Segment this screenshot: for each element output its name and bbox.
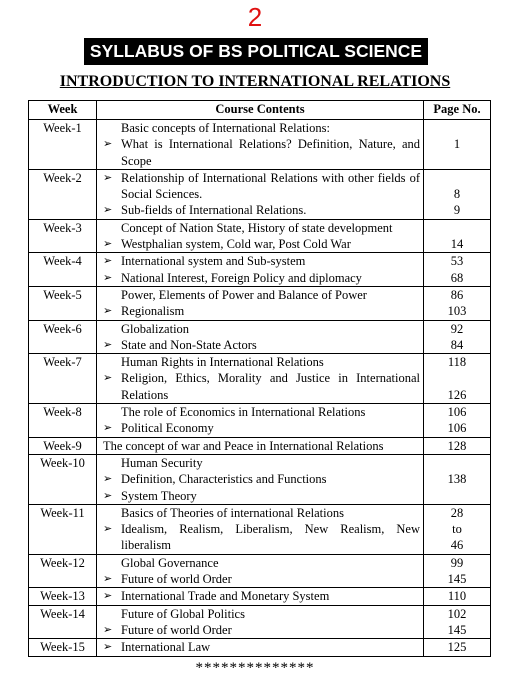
page-cell bbox=[424, 404, 491, 438]
content-cell bbox=[97, 120, 424, 170]
bullet-text: What is International Relations? Definition, Nature, and Scope bbox=[121, 137, 420, 168]
table-row bbox=[29, 437, 491, 454]
arrow-bullet-icon: ➢ bbox=[103, 305, 113, 318]
page-number-value: 126 bbox=[447, 387, 467, 402]
page-number-value: 125 bbox=[447, 640, 467, 655]
week-cell: Week-14 bbox=[29, 605, 97, 639]
bullet-item bbox=[103, 521, 420, 554]
page-number-value: 106 bbox=[447, 405, 467, 420]
bullet-item bbox=[103, 370, 420, 403]
content-cell bbox=[97, 404, 424, 438]
content-cell bbox=[97, 554, 424, 588]
bullet-item bbox=[103, 253, 420, 269]
page-cell bbox=[424, 588, 491, 605]
arrow-bullet-icon: ➢ bbox=[103, 238, 113, 251]
page-cell bbox=[424, 169, 491, 219]
arrow-bullet-icon: ➢ bbox=[103, 204, 113, 217]
bullet-text: Regionalism bbox=[121, 304, 185, 319]
page-number-value bbox=[427, 220, 487, 236]
content-cell bbox=[97, 504, 424, 554]
table-row bbox=[29, 639, 491, 656]
page-number-value: 14 bbox=[450, 237, 464, 252]
page-number-value: 9 bbox=[453, 203, 461, 218]
arrow-bullet-icon: ➢ bbox=[103, 338, 113, 351]
page-number-value: 99 bbox=[450, 555, 464, 570]
syllabus-table bbox=[28, 100, 491, 657]
arrow-bullet-icon: ➢ bbox=[103, 523, 113, 536]
table-row bbox=[29, 120, 491, 170]
page-number-value: 106 bbox=[447, 421, 467, 436]
section-subtitle: INTRODUCTION TO INTERNATIONAL RELATIONS bbox=[59, 73, 451, 90]
page-number-value bbox=[427, 488, 487, 504]
table-row bbox=[29, 253, 491, 287]
bullet-text: International Trade and Monetary System bbox=[121, 589, 330, 604]
arrow-bullet-icon: ➢ bbox=[103, 271, 113, 284]
bullet-text: Religion, Ethics, Morality and Justice in International Relations bbox=[121, 371, 420, 402]
week-cell: Week-13 bbox=[29, 588, 97, 605]
page-number-value: 118 bbox=[447, 355, 467, 370]
table-row bbox=[29, 320, 491, 354]
bullet-item bbox=[103, 622, 420, 638]
table-row bbox=[29, 588, 491, 605]
bullet-text: International system and Sub-system bbox=[121, 254, 306, 269]
table-row bbox=[29, 286, 491, 320]
content-cell bbox=[97, 253, 424, 287]
week-cell: Week-3 bbox=[29, 219, 97, 253]
footer-asterisks: ************** bbox=[195, 660, 315, 676]
week-cell: Week-4 bbox=[29, 253, 97, 287]
bullet-text: National Interest, Foreign Policy and diplomacy bbox=[121, 270, 362, 285]
page-number-value bbox=[427, 370, 487, 386]
week-cell: Week-10 bbox=[29, 454, 97, 504]
page-number-value: 8 bbox=[453, 187, 461, 202]
page-cell bbox=[424, 253, 491, 287]
content-cell bbox=[97, 454, 424, 504]
page-cell bbox=[424, 639, 491, 656]
page-number-value: 92 bbox=[450, 321, 464, 336]
page-cell bbox=[424, 286, 491, 320]
bullet-item bbox=[103, 136, 420, 169]
table-row bbox=[29, 219, 491, 253]
page-number: 2 bbox=[247, 2, 263, 32]
week-cell: Week-7 bbox=[29, 354, 97, 404]
bullet-item bbox=[103, 303, 420, 319]
bullet-item bbox=[103, 420, 420, 436]
bullet-text: Idealism, Realism, Liberalism, New Realism, New liberalism bbox=[121, 522, 420, 553]
page-number-value: 84 bbox=[450, 337, 464, 352]
bullet-text: Political Economy bbox=[121, 421, 214, 436]
topic-heading: The concept of war and Peace in International Relations bbox=[103, 438, 384, 453]
table-row bbox=[29, 504, 491, 554]
banner-title: SYLLABUS OF BS POLITICAL SCIENCE bbox=[84, 38, 428, 65]
page-cell bbox=[424, 437, 491, 454]
content-cell bbox=[97, 169, 424, 219]
bullet-text: Sub-fields of International Relations. bbox=[121, 203, 307, 218]
page-number-value: 128 bbox=[447, 438, 467, 453]
week-cell: Week-9 bbox=[29, 437, 97, 454]
topic-heading: Future of Global Politics bbox=[121, 606, 245, 621]
page-cell bbox=[424, 219, 491, 253]
content-cell bbox=[97, 354, 424, 404]
bullet-item bbox=[103, 236, 420, 252]
week-cell: Week-6 bbox=[29, 320, 97, 354]
bullet-text: Westphalian system, Cold war, Post Cold War bbox=[121, 237, 351, 252]
bullet-item bbox=[103, 471, 420, 487]
page-number-value bbox=[427, 455, 487, 471]
contents-column-header: Course Contents bbox=[97, 101, 424, 120]
page-number-value bbox=[427, 120, 487, 136]
table-row bbox=[29, 454, 491, 504]
arrow-bullet-icon: ➢ bbox=[103, 623, 113, 636]
arrow-bullet-icon: ➢ bbox=[103, 171, 113, 184]
page-number-value: 53 bbox=[450, 254, 464, 269]
arrow-bullet-icon: ➢ bbox=[103, 422, 113, 435]
topic-heading: Globalization bbox=[121, 321, 190, 336]
page-cell bbox=[424, 554, 491, 588]
content-cell bbox=[97, 320, 424, 354]
arrow-bullet-icon: ➢ bbox=[103, 255, 113, 268]
topic-heading: Power, Elements of Power and Balance of Power bbox=[121, 287, 367, 302]
bullet-item bbox=[103, 571, 420, 587]
page-number-value: 86 bbox=[450, 287, 464, 302]
week-cell: Week-8 bbox=[29, 404, 97, 438]
page-cell bbox=[424, 504, 491, 554]
page-number-value bbox=[427, 170, 487, 186]
week-column-header: Week bbox=[29, 101, 97, 120]
topic-heading: Human Rights in International Relations bbox=[121, 355, 324, 370]
bullet-text: State and Non-State Actors bbox=[121, 337, 257, 352]
page-cell bbox=[424, 354, 491, 404]
bullet-text: Definition, Characteristics and Functions bbox=[121, 472, 327, 487]
content-cell bbox=[97, 588, 424, 605]
arrow-bullet-icon: ➢ bbox=[103, 489, 113, 502]
page-number-value: 145 bbox=[447, 622, 467, 637]
page-number-value: 102 bbox=[447, 606, 467, 621]
table-row bbox=[29, 354, 491, 404]
page-column-header: Page No. bbox=[424, 101, 491, 120]
page-cell bbox=[424, 320, 491, 354]
bullet-item bbox=[103, 639, 420, 655]
week-cell: Week-15 bbox=[29, 639, 97, 656]
bullet-item bbox=[103, 488, 420, 504]
page-number-value: 28 bbox=[450, 505, 464, 520]
bullet-text: Future of world Order bbox=[121, 572, 232, 587]
week-cell: Week-1 bbox=[29, 120, 97, 170]
page-number-value: 1 bbox=[453, 137, 461, 152]
page-cell bbox=[424, 120, 491, 170]
bullet-item bbox=[103, 170, 420, 203]
page-number-value bbox=[427, 153, 487, 169]
page-cell bbox=[424, 605, 491, 639]
topic-heading: The role of Economics in International Relations bbox=[121, 405, 366, 420]
content-cell bbox=[97, 437, 424, 454]
topic-heading: Human Security bbox=[121, 455, 203, 470]
page-number-value: 103 bbox=[447, 304, 467, 319]
table-body bbox=[29, 120, 491, 657]
arrow-bullet-icon: ➢ bbox=[103, 590, 113, 603]
bullet-text: System Theory bbox=[121, 488, 197, 503]
bullet-text: Future of world Order bbox=[121, 622, 232, 637]
bullet-text: Relationship of International Relations with other fields of Social Sciences. bbox=[121, 170, 420, 202]
bullet-item bbox=[103, 202, 420, 218]
arrow-bullet-icon: ➢ bbox=[103, 573, 113, 586]
arrow-bullet-icon: ➢ bbox=[103, 372, 113, 385]
content-cell bbox=[97, 286, 424, 320]
week-cell: Week-12 bbox=[29, 554, 97, 588]
week-cell: Week-2 bbox=[29, 169, 97, 219]
content-cell bbox=[97, 219, 424, 253]
content-cell bbox=[97, 639, 424, 656]
arrow-bullet-icon: ➢ bbox=[103, 138, 113, 151]
page-number-value: 145 bbox=[447, 572, 467, 587]
topic-heading: Global Governance bbox=[121, 555, 219, 570]
table-row bbox=[29, 404, 491, 438]
bullet-item bbox=[103, 588, 420, 604]
topic-heading: Concept of Nation State, History of state development bbox=[121, 220, 393, 235]
page-cell bbox=[424, 454, 491, 504]
table-header-row bbox=[29, 101, 491, 120]
page-number-value: to bbox=[452, 522, 462, 537]
bullet-item bbox=[103, 270, 420, 286]
page-number-value: 110 bbox=[447, 589, 467, 604]
topic-heading: Basics of Theories of international Relations bbox=[121, 505, 344, 520]
page-number-value: 138 bbox=[447, 472, 467, 487]
week-cell: Week-5 bbox=[29, 286, 97, 320]
bullet-text: International Law bbox=[121, 640, 211, 655]
page-number-value: 46 bbox=[450, 538, 464, 553]
table-row bbox=[29, 169, 491, 219]
content-cell bbox=[97, 605, 424, 639]
topic-heading: Basic concepts of International Relations: bbox=[121, 121, 330, 135]
page-number-value: 68 bbox=[450, 270, 464, 285]
week-cell: Week-11 bbox=[29, 504, 97, 554]
bullet-item bbox=[103, 337, 420, 353]
arrow-bullet-icon: ➢ bbox=[103, 473, 113, 486]
table-row bbox=[29, 554, 491, 588]
table-row bbox=[29, 605, 491, 639]
arrow-bullet-icon: ➢ bbox=[103, 641, 113, 654]
